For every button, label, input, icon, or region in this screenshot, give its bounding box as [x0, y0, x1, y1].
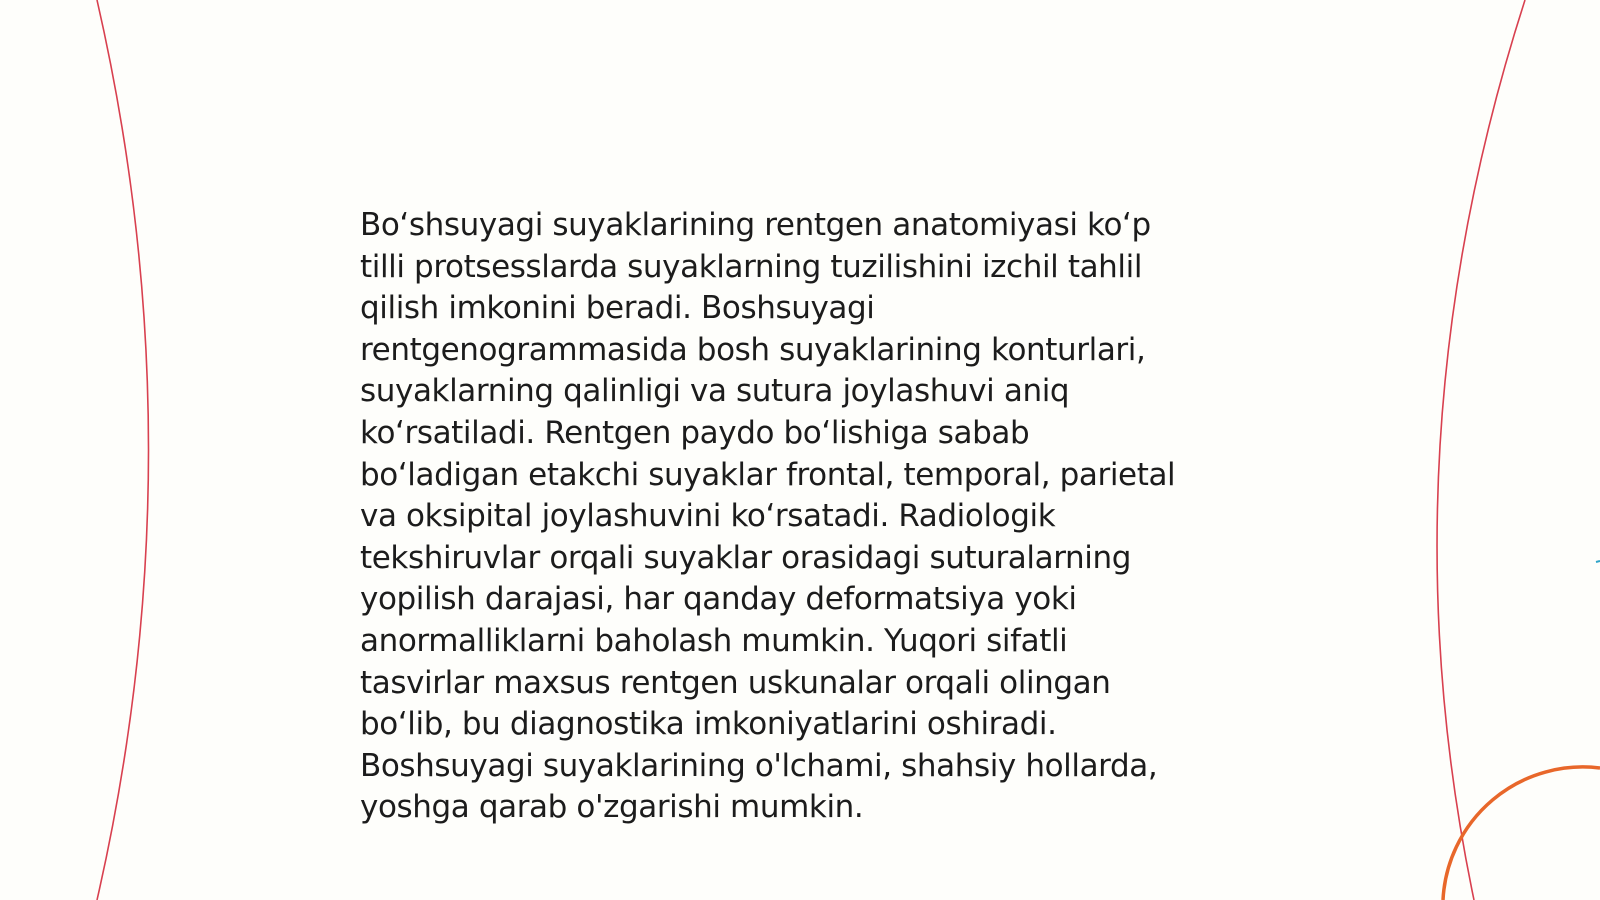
text-line: tekshiruvlar orqali suyaklar orasidagi suturalarning	[360, 539, 1131, 576]
text-line: yopilish darajasi, har qanday deformatsiya yoki	[360, 581, 1077, 618]
text-line: qilish imkonini beradi. Boshsuyagi	[360, 290, 875, 327]
text-line: boʻladigan etakchi suyaklar frontal, temporal, parietal	[360, 456, 1176, 493]
text-line: yoshga qarab o'zgarishi mumkin.	[360, 789, 864, 826]
text-line: Boʻshsuyagi suyaklarining rentgen anatomiyasi koʻp	[360, 207, 1151, 243]
slide-body-text	[360, 205, 1240, 829]
text-line: tilli protsesslarda suyaklarning tuzilishini izchil tahlil	[360, 248, 1143, 285]
text-line: Boshsuyagi suyaklarining o'lchami, shahsiy hollarda,	[360, 747, 1158, 784]
text-line: rentgenogrammasida bosh suyaklarining konturlari,	[360, 331, 1146, 368]
right-curve-line	[1437, 0, 1525, 900]
teal-accent-mark	[1596, 561, 1600, 562]
text-line: koʻrsatiladi. Rentgen paydo boʻlishiga sabab	[360, 414, 1030, 451]
text-line: boʻlib, bu diagnostika imkoniyatlarini oshiradi.	[360, 706, 1057, 743]
text-line: va oksipital joylashuvini koʻrsatadi. Radiologik	[360, 498, 1056, 535]
text-line: anormalliklarni baholash mumkin. Yuqori sifatli	[360, 622, 1068, 659]
orange-arc	[1443, 767, 1600, 900]
left-curve-line	[97, 0, 149, 900]
text-line: tasvirlar maxsus rentgen uskunalar orqali olingan	[360, 664, 1111, 701]
text-line: suyaklarning qalinligi va sutura joylashuvi aniq	[360, 373, 1070, 410]
